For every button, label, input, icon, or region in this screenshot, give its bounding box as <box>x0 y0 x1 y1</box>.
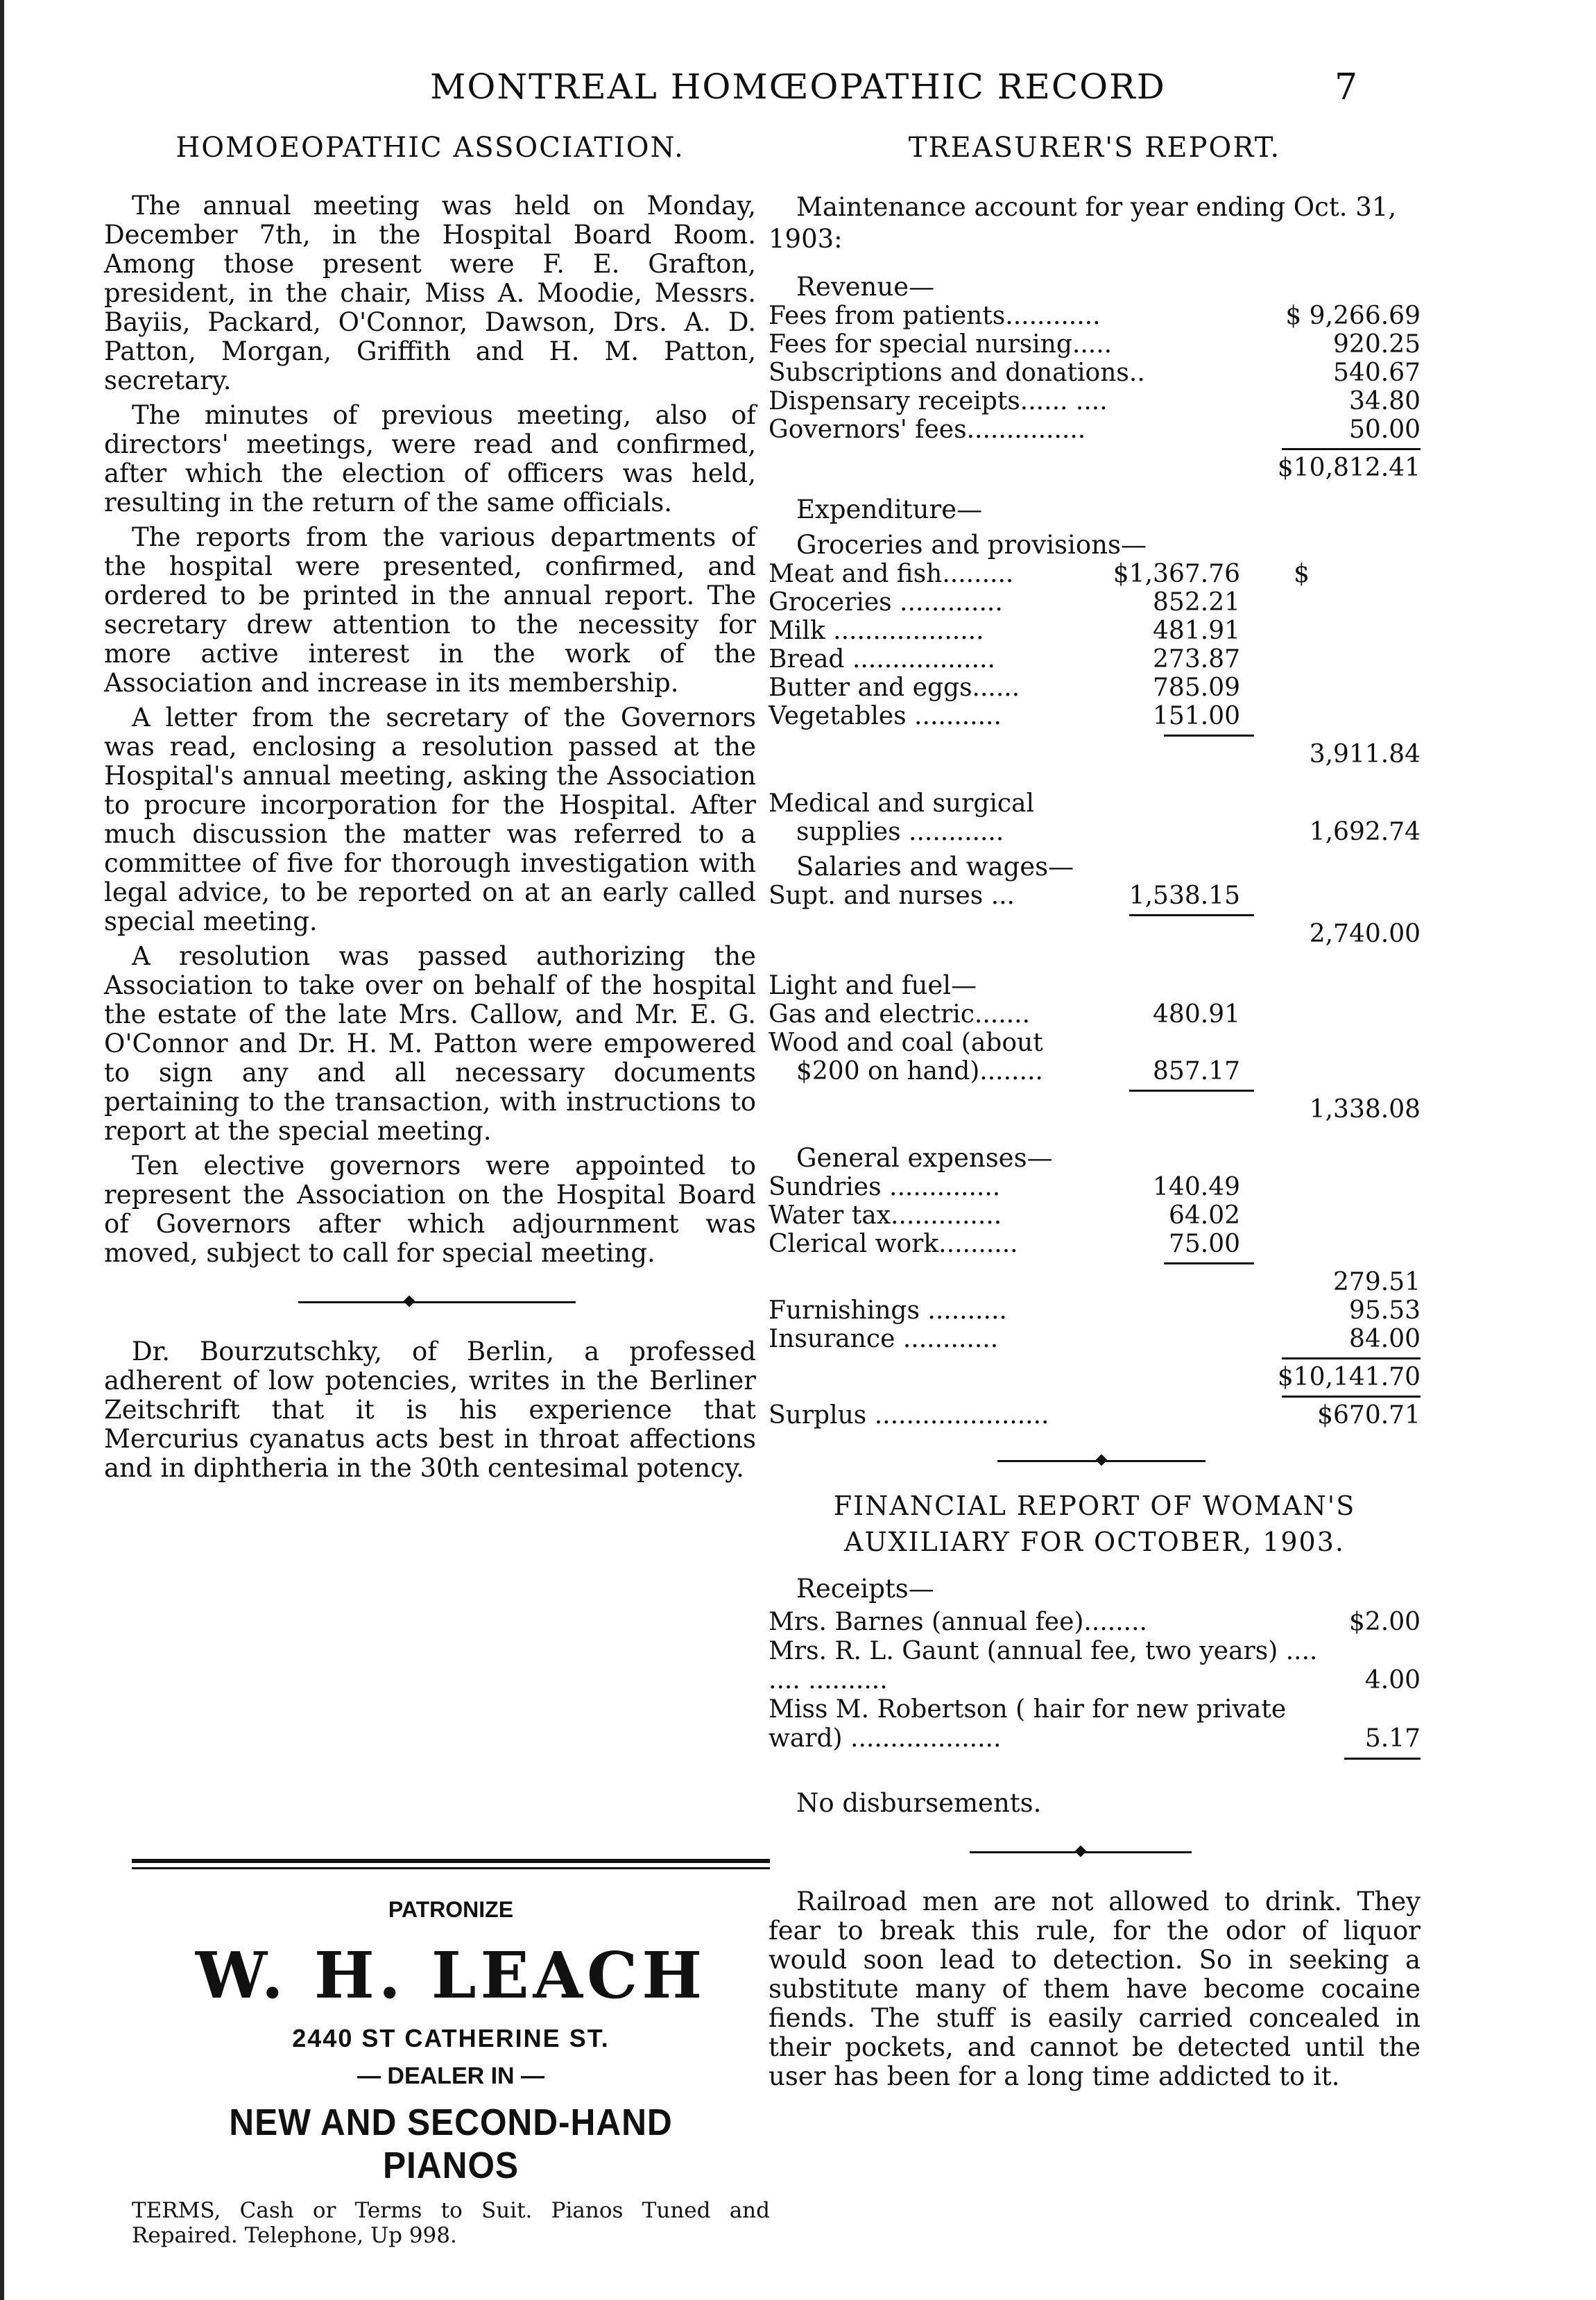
expenditure-total: $10,141.70 <box>1277 1363 1421 1391</box>
ad-business-name: W. H. LEACH <box>195 1938 707 2013</box>
groceries-label: Groceries and provisions— <box>796 530 1147 560</box>
page-number: 7 <box>1335 67 1358 108</box>
leach-advertisement <box>132 1859 770 2248</box>
auxiliary-heading <box>769 1488 1421 1560</box>
sum-rule <box>769 1391 1421 1401</box>
salaries-label: Salaries and wages— <box>796 852 1074 882</box>
ad-rule <box>132 1867 770 1869</box>
treasurer-heading: TREASURER'S REPORT. <box>908 132 1281 164</box>
medical-row: Medical and surgical <box>769 789 1035 818</box>
sum-rule <box>769 910 1421 920</box>
sum-rule <box>769 444 1421 454</box>
expenditure-total-row <box>769 1363 1421 1391</box>
fuel-row: $200 on hand)........ 857.17 <box>796 1057 1240 1085</box>
ad-terms: TERMS, Cash or Terms to Suit. Pianos Tuned and Repaired. Telephone, Up 998. <box>132 2198 770 2248</box>
auxiliary-heading-line-1: FINANCIAL REPORT OF WOMAN'S <box>833 1491 1356 1521</box>
running-title: MONTREAL HOMŒOPATHIC RECORD <box>430 67 1166 107</box>
groceries-total: 3,911.84 <box>1309 740 1421 769</box>
general-total-row <box>769 1268 1421 1296</box>
report-intro: Maintenance account for year ending Oct. 31, 1903: <box>769 192 1397 254</box>
expenditure-label: Expenditure— <box>796 495 983 524</box>
ad-address: 2440 ST CATHERINE ST. <box>292 2024 610 2052</box>
sum-rule <box>769 1753 1421 1763</box>
auxiliary-heading-line-2: AUXILIARY FOR OCTOBER, 1903. <box>844 1527 1345 1557</box>
groceries-row: Bread .................. 273.87 <box>769 645 1240 673</box>
fuel-total: 1,338.08 <box>1309 1095 1421 1124</box>
surplus-row: Surplus ...................... $670.71 <box>769 1401 1421 1430</box>
sum-rule <box>769 1353 1421 1363</box>
salaries-total-row <box>769 920 1421 948</box>
general-label: General expenses— <box>796 1143 1053 1173</box>
section-divider <box>104 1289 756 1316</box>
groceries-row: Vegetables ........... 151.00 <box>769 702 1240 730</box>
general-row: Clerical work.......... 75.00 <box>769 1230 1240 1258</box>
revenue-row: Dispensary receipts...... .... 34.80 <box>769 387 1421 415</box>
page-header <box>0 67 1596 122</box>
groceries-row: Butter and eggs...... 785.09 <box>769 673 1240 702</box>
revenue-row: Fees from patients............ $ 9,266.69 <box>769 302 1421 330</box>
fuel-total-row <box>769 1095 1421 1124</box>
no-disbursements: No disbursements. <box>796 1788 1042 1818</box>
revenue-row: Governors' fees............... 50.00 <box>769 415 1421 444</box>
receipt-row: Mrs. Barnes (annual fee)........ $2.00 <box>769 1608 1421 1636</box>
left-column <box>104 132 756 1488</box>
revenue-row: Subscriptions and donations.. 540.67 <box>769 359 1421 387</box>
medical-row: supplies ............ 1,692.74 <box>796 818 1421 846</box>
ad-pianos: NEW AND SECOND-HAND PIANOS <box>229 2102 673 2186</box>
fuel-label: Light and fuel— <box>769 970 977 1000</box>
fuel-row: Gas and electric....... 480.91 <box>769 1000 1240 1029</box>
salaries-total: 2,740.00 <box>1309 920 1421 948</box>
revenue-row: Fees for special nursing..... 920.25 <box>769 330 1421 359</box>
receipts-label: Receipts— <box>796 1574 934 1604</box>
revenue-total-row <box>769 454 1421 482</box>
general-total: 279.51 <box>1333 1268 1421 1296</box>
groceries-row: Groceries ............. 852.21 <box>769 588 1240 617</box>
paragraph: The annual meeting was held on Monday, December 7th, in the Hospital Board Room. Among those present were F. E. Grafton, president, in the chair, Miss A. Moodie, Messrs. Bayiis, Packard, O'Connor, Dawson, Drs. A. D. Patton, Morgan, Griffith and H. M. Patton, secretary. <box>104 191 756 395</box>
bourzutschky-note: Dr. Bourzutschky, of Berlin, a professed adherent of low potencies, writes in the Berliner Zeitschrift that it is his experience that Mercurius cyanatus acts best in throat affections and in diphtheria in the 30th centesimal potency. <box>104 1337 756 1483</box>
sum-rule <box>769 1085 1421 1095</box>
general-row: Sundries .............. 140.49 <box>769 1173 1240 1201</box>
paragraph: Ten elective governors were appointed to represent the Association on the Hospital Board of Governors after which adjournment was moved, subject to call for special meeting. <box>104 1151 756 1268</box>
association-heading: HOMOEOPATHIC ASSOCIATION. <box>175 132 685 164</box>
sum-rule <box>769 730 1421 740</box>
paragraph: A letter from the secretary of the Governors was read, enclosing a resolution passed at the Hospital's annual meeting, asking the Association to procure incorporation for the Hospital. After much discussion the matter was referred to a committee of five for thorough investigation with legal advice, to be reported on at an early called special meeting. <box>104 703 756 936</box>
sum-rule <box>769 1258 1421 1268</box>
insurance-row: Insurance ............ 84.00 <box>769 1325 1421 1353</box>
ad-patronize: PATRONIZE <box>388 1897 514 1922</box>
paragraph: The reports from the various departments of the hospital were presented, confirmed, and ordered to be printed in the annual report. The secretary drew attention to the necessity for more active interest in the work of the Association and increase in its membership. <box>104 522 756 698</box>
furnishings-row: Furnishings .......... 95.53 <box>769 1296 1421 1325</box>
salaries-row: Supt. and nurses ... 1,538.15 <box>769 882 1240 910</box>
ad-rule <box>132 1859 770 1863</box>
receipt-row: Mrs. R. L. Gaunt (annual fee, two years) .... .... .......... 4.00 <box>769 1637 1421 1694</box>
railroad-paragraph: Railroad men are not allowed to drink. They fear to break this rule, for the odor of liquor would soon lead to detection. So in seeking a substitute many of them have become cocaine fiends. The stuff is easily carried concealed in their pockets, and cannot be detected until the user has been for a long time addicted to it. <box>769 1887 1421 2091</box>
general-row: Water tax.............. 64.02 <box>769 1201 1240 1230</box>
revenue-label: Revenue— <box>796 272 935 302</box>
paragraph: The minutes of previous meeting, also of directors' meetings, were read and confirmed, after which the election of officers was held, resulting in the return of the same officials. <box>104 400 756 517</box>
section-divider <box>769 1448 1421 1475</box>
revenue-total: $10,812.41 <box>1277 454 1421 482</box>
ad-dealer-in: — DEALER IN — <box>357 2063 545 2089</box>
receipt-row: Miss M. Robertson ( hair for new private ward) ................... 5.17 <box>769 1695 1421 1753</box>
groceries-row: Milk ................... 481.91 <box>769 617 1240 645</box>
right-column <box>769 132 1421 2097</box>
section-divider <box>769 1839 1421 1866</box>
fuel-row: Wood and coal (about <box>769 1029 1043 1057</box>
groceries-row: Meat and fish......... $1,367.76 $ <box>769 560 1310 588</box>
groceries-total-row <box>769 740 1421 769</box>
page-edge-rule <box>0 0 4 2300</box>
paragraph: A resolution was passed authorizing the Association to take over on behalf of the hospital the estate of the late Mrs. Callow, and Mr. E. G. O'Connor and Dr. H. M. Patton were empowered to sign any and all necessary documents pertaining to the transaction, with instructions to report at the special meeting. <box>104 941 756 1146</box>
